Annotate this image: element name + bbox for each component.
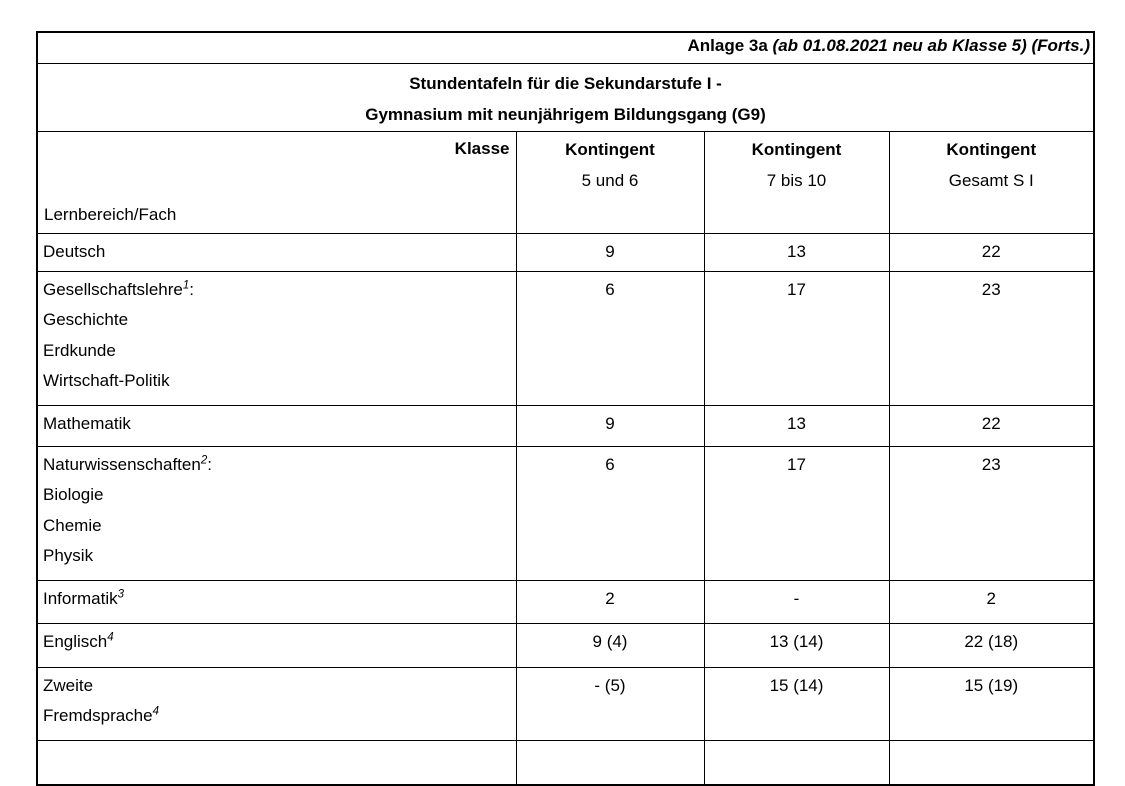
stundentafel-table — [36, 31, 1095, 786]
subject-label: Erdkunde — [43, 340, 116, 360]
subject-label: Fremdsprache$^4$ — [43, 705, 160, 725]
table-row — [37, 446, 1094, 580]
kontingent-title: Kontingent — [751, 139, 842, 159]
column-header-row — [37, 131, 1094, 233]
subject-label: Geschichte — [43, 310, 129, 329]
subject-label: Physik — [43, 546, 94, 565]
value-cell: 13 — [704, 233, 889, 271]
kontingent-subtitle: Gesamt S I — [948, 170, 1034, 190]
table-row — [37, 623, 1094, 667]
kontingent-title: Kontingent — [565, 139, 655, 159]
footnote-marker: 4 — [107, 630, 114, 643]
subject-cell — [37, 667, 516, 740]
value-cell — [889, 740, 1094, 785]
klasse-label: Klasse — [454, 138, 510, 158]
anlage-note: (ab 01.08.2021 neu ab Klasse 5) (Forts.) — [772, 36, 1091, 55]
footnote-marker: 3 — [117, 587, 125, 600]
value-cell: 6 — [516, 271, 704, 405]
value-cell — [516, 740, 704, 785]
value-cell: - (5) — [516, 667, 704, 740]
value-cell: 17 — [704, 446, 889, 580]
subject-label: Wirtschaft-Politik — [43, 371, 170, 390]
table-row-partial — [37, 740, 1094, 785]
table-row — [37, 580, 1094, 623]
anlage-row — [37, 32, 1094, 63]
kontingent-gesamt-header — [889, 131, 1094, 233]
value-cell: 6 — [516, 446, 704, 580]
lernbereich-fach-label: Lernbereich/Fach — [44, 204, 177, 224]
kontingent-7-10-header — [704, 131, 889, 233]
title-row — [37, 63, 1094, 131]
kontingent-subtitle: 5 und 6 — [581, 170, 639, 190]
kontingent-subtitle: 7 bis 10 — [766, 170, 827, 190]
subject-cell — [37, 446, 516, 580]
subject-cell — [37, 271, 516, 405]
subject-cell — [37, 233, 516, 271]
table-row — [37, 667, 1094, 740]
subject-label: Mathematik — [43, 413, 131, 433]
klasse-lernbereich-cell — [37, 131, 516, 233]
value-cell: 15 (19) — [889, 667, 1094, 740]
value-cell: 15 (14) — [704, 667, 889, 740]
document-title-line2: Gymnasium mit neunjährigem Bildungsgang (G9) — [365, 104, 766, 124]
footnote-marker: 1 — [182, 278, 190, 291]
subject-label: Zweite — [43, 675, 94, 695]
value-cell: 22 (18) — [889, 623, 1094, 667]
footnote-marker: 2 — [200, 453, 208, 466]
value-cell: 9 (4) — [516, 623, 704, 667]
table-row — [37, 233, 1094, 271]
partial-row-section — [37, 740, 1094, 785]
value-cell: 13 (14) — [704, 623, 889, 667]
table-head-section — [37, 32, 1094, 233]
value-cell — [704, 740, 889, 785]
value-cell: 9 — [516, 233, 704, 271]
subject-label: Naturwissenschaften$^2$: — [43, 453, 212, 474]
subject-cell — [37, 405, 516, 446]
subject-label: Informatik$^3$ — [43, 587, 125, 608]
subject-label: Deutsch — [43, 241, 106, 261]
anlage-cell — [37, 32, 1094, 63]
subject-label: Biologie — [43, 485, 104, 504]
anlage-label: Anlage 3a — [687, 36, 768, 55]
subject-cell — [37, 580, 516, 623]
value-cell: - — [704, 580, 889, 623]
value-cell: 23 — [889, 271, 1094, 405]
footnote-marker: 4 — [152, 705, 160, 718]
table-row — [37, 271, 1094, 405]
subject-label: Englisch$^4$ — [43, 630, 114, 651]
subject-cell — [37, 740, 516, 785]
value-cell: 22 — [889, 233, 1094, 271]
title-cell — [37, 63, 1094, 131]
subject-label: Gesellschaftslehre$^1$: — [43, 278, 194, 299]
value-cell: 13 — [704, 405, 889, 446]
value-cell: 23 — [889, 446, 1094, 580]
kontingent-5-6-header — [516, 131, 704, 233]
kontingent-title: Kontingent — [946, 139, 1037, 159]
value-cell: 2 — [889, 580, 1094, 623]
value-cell: 22 — [889, 405, 1094, 446]
subject-label: Chemie — [43, 515, 102, 535]
value-cell: 2 — [516, 580, 704, 623]
value-cell: 17 — [704, 271, 889, 405]
value-cell: 9 — [516, 405, 704, 446]
subjects-body — [37, 233, 1094, 740]
document-title-line1: Stundentafeln für die Sekundarstufe I - — [409, 73, 722, 93]
subject-cell — [37, 623, 516, 667]
table-row — [37, 405, 1094, 446]
